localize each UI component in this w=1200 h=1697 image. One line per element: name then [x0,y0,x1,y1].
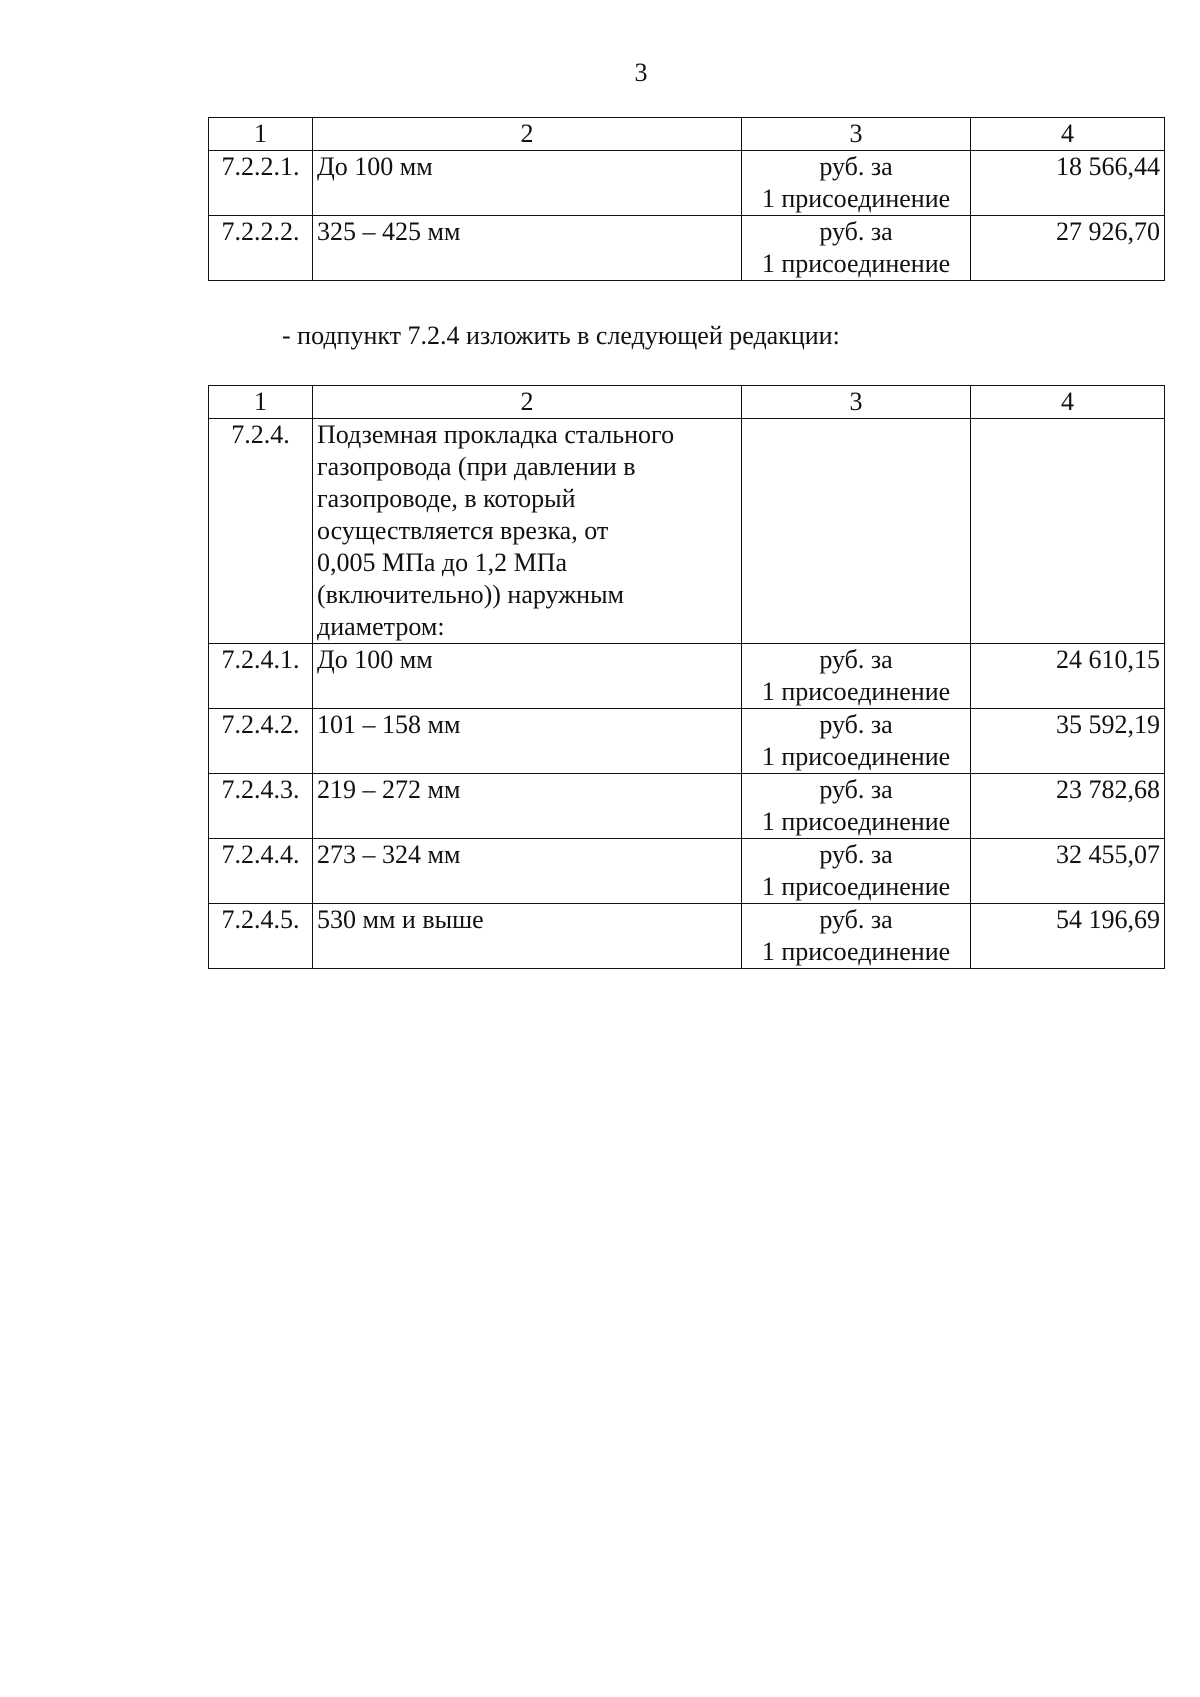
section-description [313,419,742,644]
table-header-row [209,386,1165,419]
row-unit [742,904,971,969]
section-code: 7.2.4. [209,419,313,644]
unit-line-2: 1 присоединение [761,937,951,966]
tariff-table-7-2-2 [208,117,1165,281]
unit-line-2: 1 присоединение [761,742,951,771]
tariff-table-7-2-4 [208,385,1165,969]
unit-line-1: руб. за [819,840,893,869]
row-unit [742,709,971,774]
unit-line-2: 1 присоединение [761,249,951,278]
row-unit [742,839,971,904]
row-name: До 100 мм [313,644,742,709]
unit-line-1: руб. за [819,905,893,934]
row-value: 23 782,68 [971,774,1165,839]
row-code: 7.2.2.2. [209,216,313,281]
unit-line-2: 1 присоединение [761,677,951,706]
row-unit [742,644,971,709]
row-code: 7.2.4.3. [209,774,313,839]
row-unit [742,151,971,216]
table-row [209,839,1165,904]
row-name: 530 мм и выше [313,904,742,969]
row-name: 101 – 158 мм [313,709,742,774]
row-value: 18 566,44 [971,151,1165,216]
section-unit-empty [742,419,971,644]
row-code: 7.2.4.1. [209,644,313,709]
unit-line-1: руб. за [819,217,893,246]
table-row [209,904,1165,969]
row-value: 27 926,70 [971,216,1165,281]
row-unit [742,216,971,281]
page-number: 3 [634,58,648,87]
row-unit [742,774,971,839]
unit-line-1: руб. за [819,710,893,739]
unit-line-2: 1 присоединение [761,807,951,836]
description-line: диаметром: [317,612,445,641]
unit-line-2: 1 присоединение [761,184,951,213]
table-row [209,644,1165,709]
column-header-4: 4 [971,118,1165,151]
table-row [209,709,1165,774]
unit-line-2: 1 присоединение [761,872,951,901]
column-header-1: 1 [209,118,313,151]
column-header-2: 2 [313,118,742,151]
column-header-4: 4 [971,386,1165,419]
column-header-2: 2 [313,386,742,419]
row-value: 54 196,69 [971,904,1165,969]
table-row [209,216,1165,281]
unit-line-1: руб. за [819,645,893,674]
table-header-row [209,118,1165,151]
description-line: (включительно)) наружным [317,580,624,609]
row-code: 7.2.4.4. [209,839,313,904]
row-value: 35 592,19 [971,709,1165,774]
row-name: 273 – 324 мм [313,839,742,904]
row-code: 7.2.4.5. [209,904,313,969]
description-line: газопроводе, в который [317,484,576,513]
table-row [209,774,1165,839]
column-header-3: 3 [742,386,971,419]
row-name: 325 – 425 мм [313,216,742,281]
description-line: осуществляется врезка, от [317,516,609,545]
description-line: Подземная прокладка стального [317,420,675,449]
unit-line-1: руб. за [819,775,893,804]
section-row [209,419,1165,644]
column-header-1: 1 [209,386,313,419]
column-header-3: 3 [742,118,971,151]
row-name: 219 – 272 мм [313,774,742,839]
row-code: 7.2.4.2. [209,709,313,774]
section-value-empty [971,419,1165,644]
table-row [209,151,1165,216]
unit-line-1: руб. за [819,152,893,181]
row-code: 7.2.2.1. [209,151,313,216]
description-line: 0,005 МПа до 1,2 МПа [317,548,568,577]
row-value: 32 455,07 [971,839,1165,904]
amendment-instruction: - подпункт 7.2.4 изложить в следующей редакции: [282,321,840,350]
row-value: 24 610,15 [971,644,1165,709]
description-line: газопровода (при давлении в [317,452,636,481]
row-name: До 100 мм [313,151,742,216]
